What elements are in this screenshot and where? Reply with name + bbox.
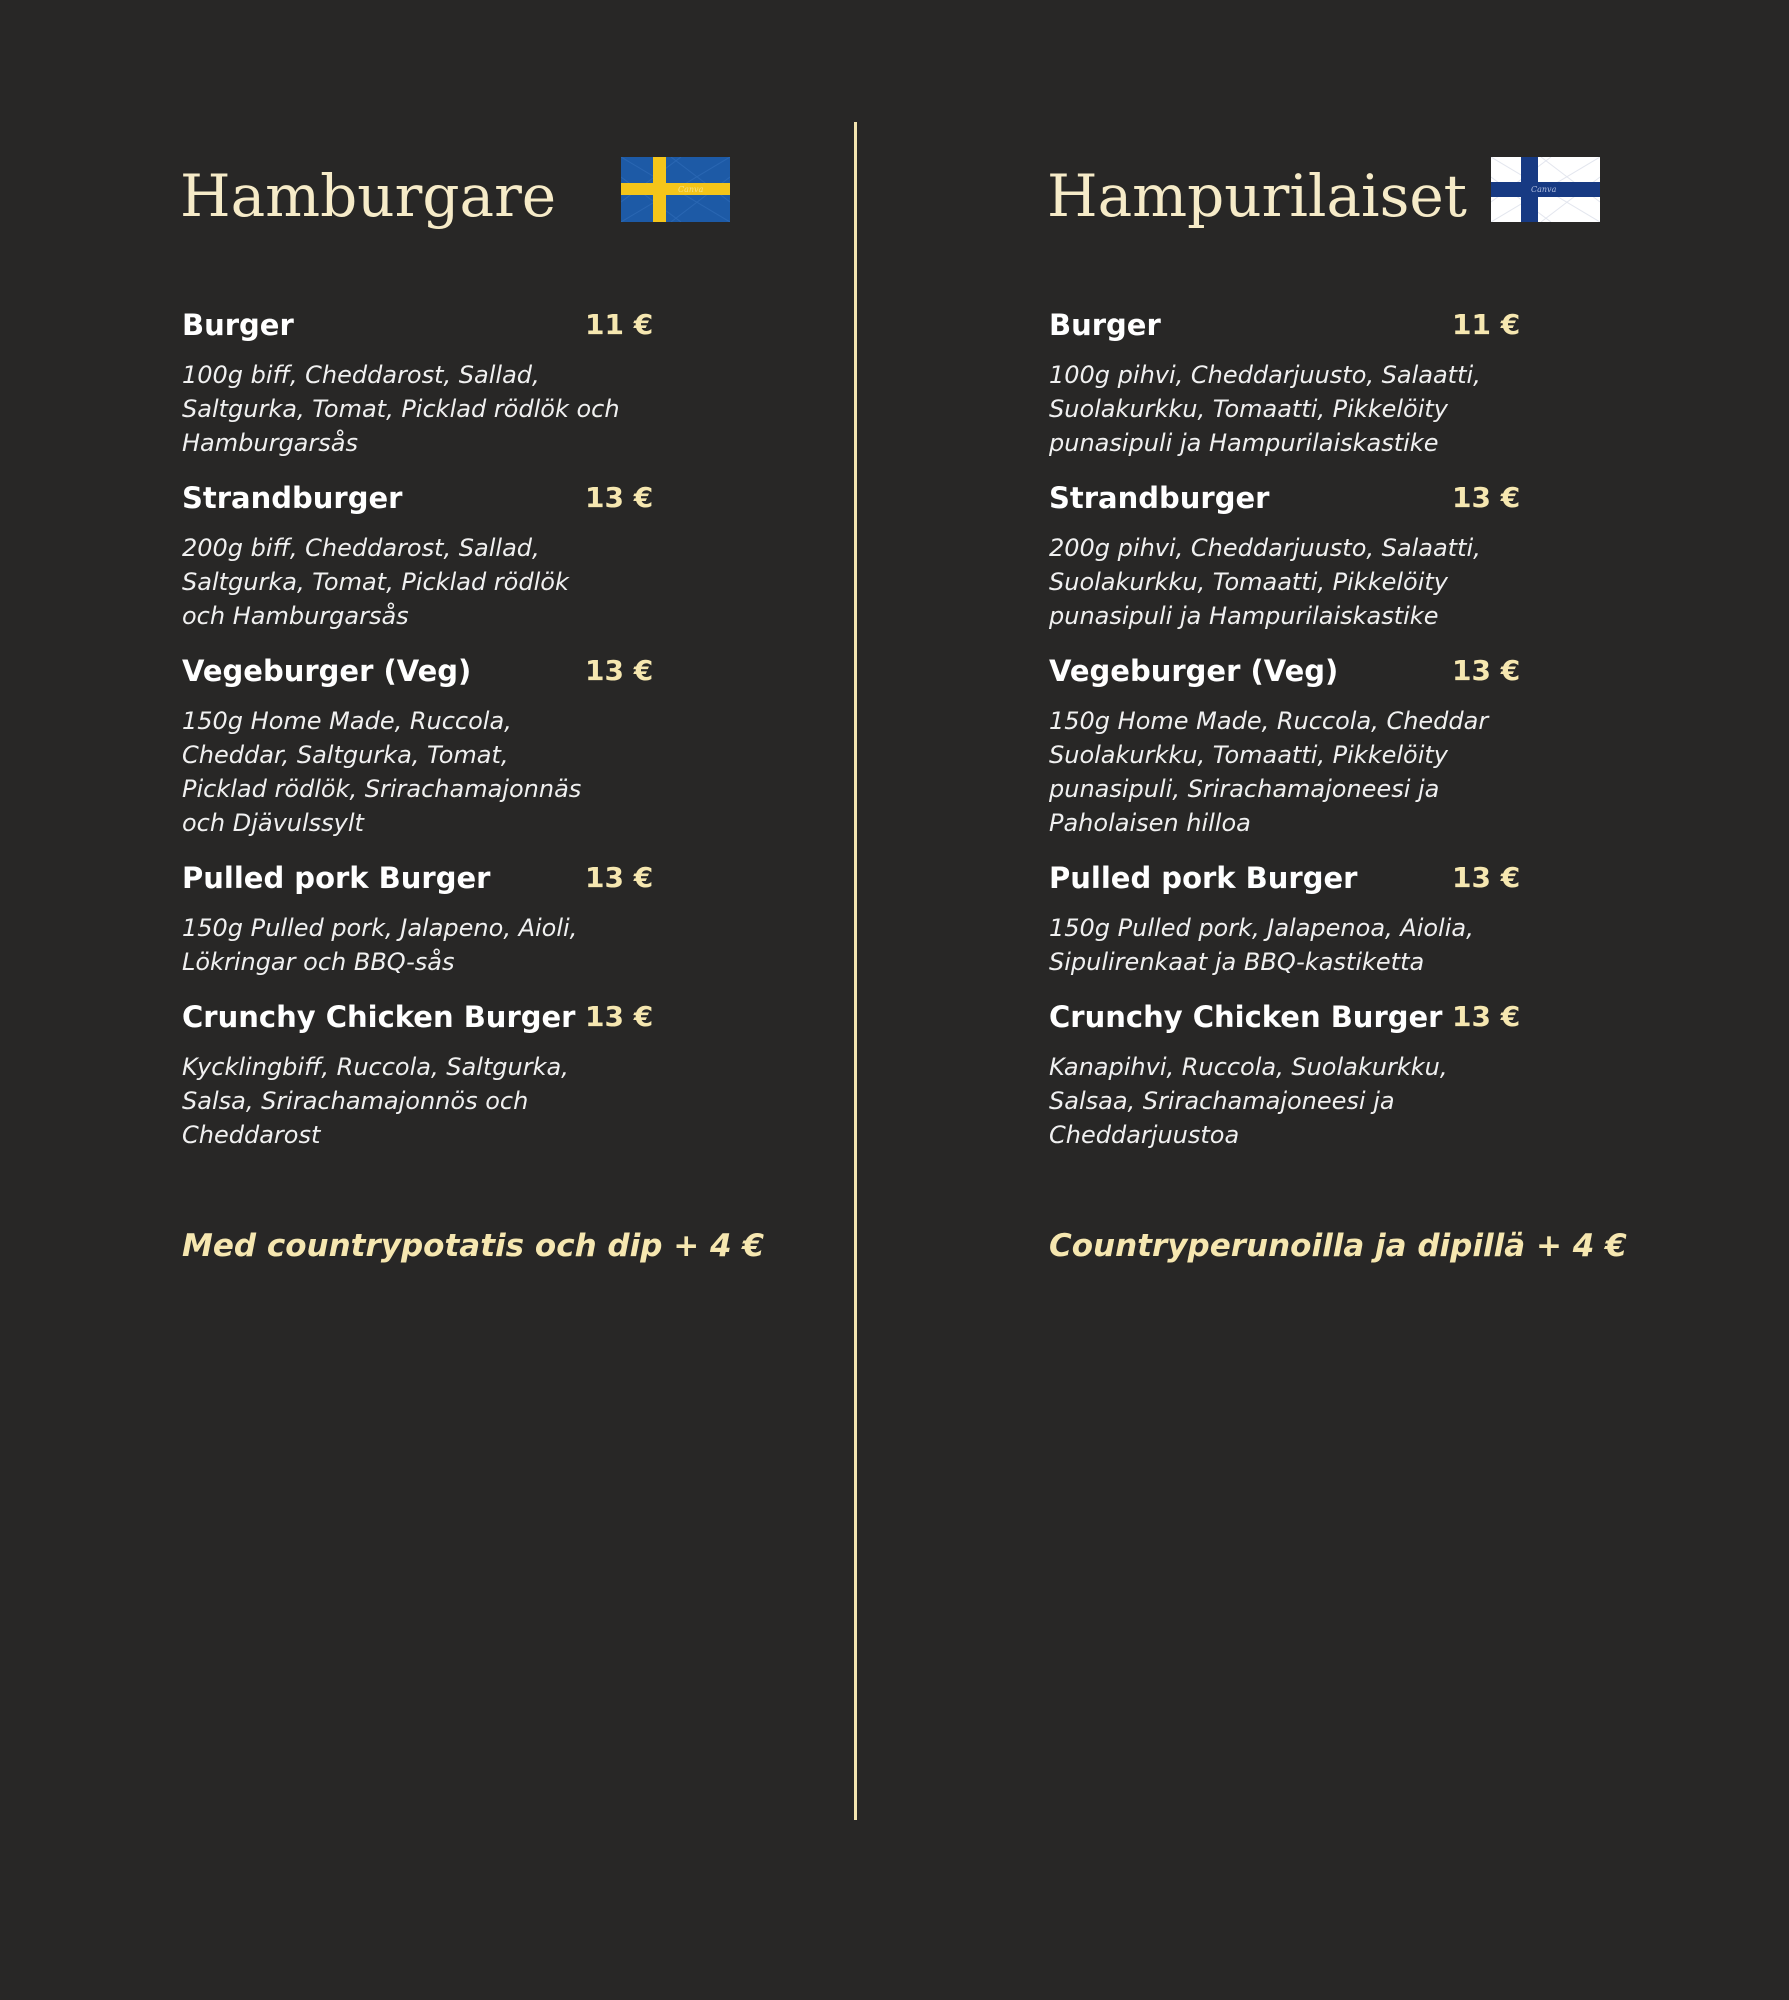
sweden-flag-icon (621, 157, 730, 222)
item-description: 200g pihvi, Cheddarjuusto, Salaatti, Suolakurkku, Tomaatti, Pikkelöity punasipuli ja Hampurilaiskastike (1049, 534, 1481, 630)
item-description: 100g pihvi, Cheddarjuusto, Salaatti, Suolakurkku, Tomaatti, Pikkelöity punasipuli ja Hampurilaiskastike (1049, 361, 1481, 457)
menu-item (1047, 646, 1667, 853)
svg-text:Canva: Canva (1531, 185, 1557, 194)
menu-item (180, 300, 800, 473)
item-price: 11 € (585, 308, 654, 341)
item-description: 150g Home Made, Ruccola, Cheddar Suolakurkku, Tomaatti, Pikkelöity punasipuli, Srirachamajoneesi ja Paholaisen hilloa (1049, 707, 1489, 837)
menu-item (1047, 473, 1667, 646)
item-price: 13 € (585, 654, 654, 687)
item-name: Pulled pork Burger (182, 861, 491, 895)
menu-item (180, 473, 800, 646)
side-dish-note: Countryperunoilla ja dipillä + 4 € (1049, 1228, 1627, 1264)
section-title: Hampurilaiset (1047, 162, 1467, 230)
item-name: Vegeburger (Veg) (1049, 654, 1339, 688)
item-description: 100g biff, Cheddarost, Sallad, Saltgurka, Tomat, Picklad rödlök och Hamburgarsås (182, 361, 620, 457)
section-title: Hamburgare (180, 162, 557, 230)
menu-item (1047, 300, 1667, 473)
item-name: Crunchy Chicken Burger (182, 1000, 576, 1034)
menu-item-list (180, 300, 800, 1165)
item-price: 13 € (585, 861, 654, 894)
item-price: 13 € (1452, 861, 1521, 894)
item-price: 11 € (1452, 308, 1521, 341)
item-name: Strandburger (182, 481, 403, 515)
item-description: 200g biff, Cheddarost, Sallad, Saltgurka, Tomat, Picklad rödlök och Hamburgarsås (182, 534, 569, 630)
item-price: 13 € (1452, 654, 1521, 687)
item-name: Pulled pork Burger (1049, 861, 1358, 895)
item-name: Vegeburger (Veg) (182, 654, 472, 688)
item-description: 150g Pulled pork, Jalapenoa, Aiolia, Sipulirenkaat ja BBQ-kastiketta (1049, 914, 1474, 976)
item-description: 150g Home Made, Ruccola, Cheddar, Saltgurka, Tomat, Picklad rödlök, Srirachamajonnäs och Djävulssylt (182, 707, 582, 837)
item-price: 13 € (585, 481, 654, 514)
menu-item (1047, 992, 1667, 1165)
menu-item (1047, 853, 1667, 992)
item-price: 13 € (1452, 1000, 1521, 1033)
item-price: 13 € (1452, 481, 1521, 514)
column-divider (854, 122, 857, 1820)
finland-flag-icon (1491, 157, 1600, 222)
item-name: Burger (1049, 308, 1161, 342)
item-description: 150g Pulled pork, Jalapeno, Aioli, Lökringar och BBQ-sås (182, 914, 578, 976)
item-name: Strandburger (1049, 481, 1270, 515)
menu-item-list (1047, 300, 1667, 1165)
svg-text:Canva: Canva (678, 185, 704, 194)
item-name: Burger (182, 308, 294, 342)
item-name: Crunchy Chicken Burger (1049, 1000, 1443, 1034)
menu-item (180, 646, 800, 853)
side-dish-note: Med countrypotatis och dip + 4 € (182, 1228, 764, 1264)
menu-item (180, 853, 800, 992)
item-description: Kycklingbiff, Ruccola, Saltgurka, Salsa, Srirachamajonnös och Cheddarost (182, 1053, 569, 1149)
menu-item (180, 992, 800, 1165)
item-description: Kanapihvi, Ruccola, Suolakurkku, Salsaa, Srirachamajoneesi ja Cheddarjuustoa (1049, 1053, 1448, 1149)
item-price: 13 € (585, 1000, 654, 1033)
